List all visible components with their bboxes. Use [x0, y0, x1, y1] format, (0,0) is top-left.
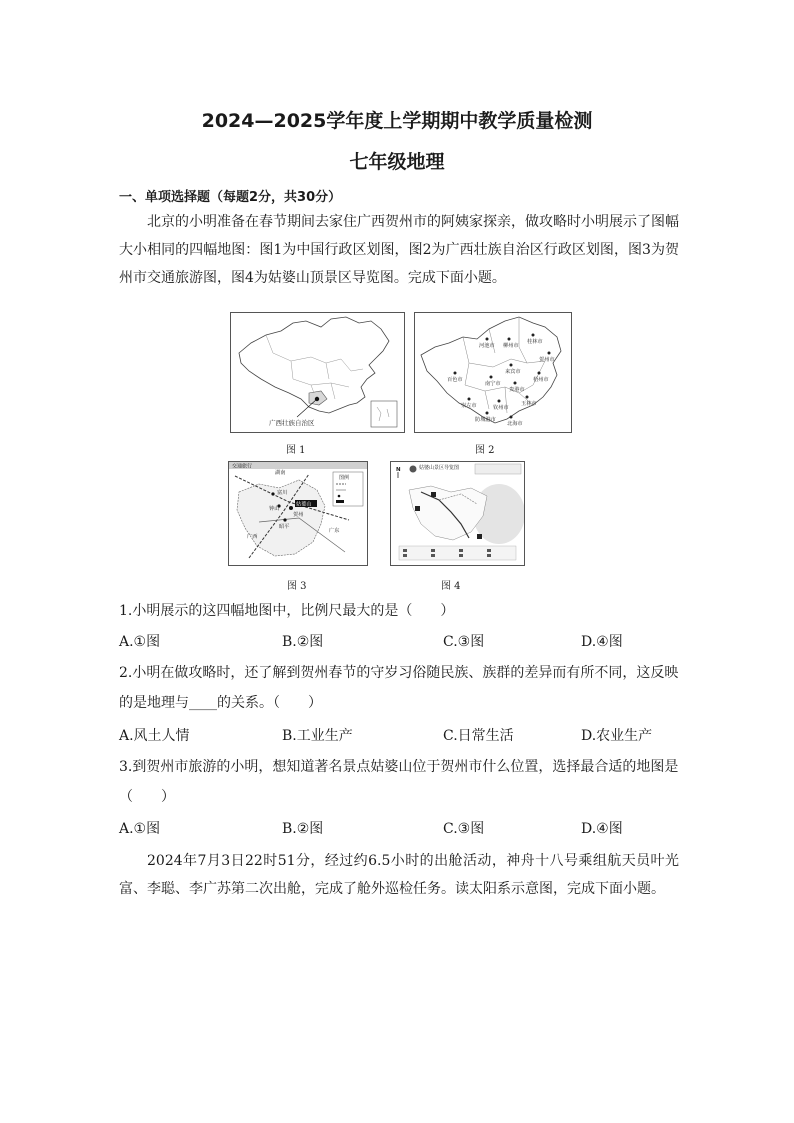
question-1-options: [119, 631, 679, 655]
option-d: D.④图: [581, 821, 623, 837]
figure-2-guangxi-map: [414, 312, 572, 433]
svg-text:河池市: 河池市: [479, 343, 495, 349]
passage-2: [119, 847, 679, 903]
svg-text:来宾市: 来宾市: [505, 369, 521, 375]
figure-4-gupo-scenic-map: [390, 461, 525, 566]
figure-1-caption: 图 1: [286, 445, 306, 456]
question-2-stem: 2.小明在做攻略时，还了解到贺州春节的守岁习俗随民族、族群的差异而有所不同，这反映的是地理与____的关系。（ ）: [119, 665, 679, 711]
svg-text:百色市: 百色市: [447, 377, 463, 383]
figure-3-caption: 图 3: [287, 581, 307, 592]
svg-text:图例: 图例: [339, 475, 350, 481]
fig4-title: 姑婆山景区导览图: [419, 465, 460, 471]
figure-3-hezhou-transport-map: [228, 461, 368, 566]
svg-text:湖南: 湖南: [275, 470, 286, 476]
question-3-stem: 3.到贺州市旅游的小明，想知道著名景点姑婆山位于贺州市什么位置，选择最合适的地图是（ ）: [119, 759, 679, 805]
svg-text:南宁市: 南宁市: [485, 381, 501, 387]
option-b: B.②图: [282, 634, 324, 650]
svg-text:钟山: 钟山: [269, 506, 280, 512]
section-heading: 一、单项选择题（每题2分，共30分）: [119, 190, 342, 205]
option-b: B.②图: [282, 821, 324, 837]
svg-text:昭平: 昭平: [279, 524, 290, 530]
question-2-options: [119, 725, 679, 749]
svg-text:富川: 富川: [277, 490, 288, 496]
svg-text:贺州: 贺州: [293, 512, 304, 518]
svg-text:柳州市: 柳州市: [503, 343, 519, 349]
svg-text:N: N: [396, 467, 401, 473]
passage-2-text: 2024年7月3日22时51分，经过约6.5小时的出舱活动，神舟十八号乘组航天员叶光富、李聪、李广苏第二次出舱，完成了舱外巡检任务。读太阳系示意图，完成下面小题。: [119, 853, 679, 897]
option-a: A.①图: [119, 821, 161, 837]
svg-text:北海市: 北海市: [507, 421, 523, 427]
exam-subtitle: 七年级地理: [349, 151, 445, 173]
svg-text:钦州市: 钦州市: [493, 405, 509, 411]
svg-text:姑婆山: 姑婆山: [296, 501, 312, 508]
option-a: A.风土人情: [119, 728, 190, 744]
option-b: B.工业生产: [282, 728, 353, 744]
svg-text:广西: 广西: [247, 534, 258, 540]
option-a: A.①图: [119, 634, 161, 650]
question-1-stem: 1.小明展示的这四幅地图中，比例尺最大的是（ ）: [119, 603, 455, 619]
option-d: D.农业生产: [581, 728, 653, 744]
intro-text: 北京的小明准备在春节期间去家住广西贺州市的阿姨家探亲，做攻略时小明展示了图幅大小相同的四幅地图：图1为中国行政区划图，图2为广西壮族自治区行政区划图，图3为贺州市交通旅游图，图4为姑婆山顶景区导览图。完成下面小题。: [119, 214, 679, 286]
svg-text:贵港市: 贵港市: [509, 387, 525, 393]
fig3-header: 交通旅行: [232, 463, 253, 470]
svg-text:贺州市: 贺州市: [539, 357, 555, 363]
option-d: D.④图: [581, 634, 623, 650]
svg-text:广东: 广东: [329, 528, 340, 534]
svg-text:玉林市: 玉林市: [521, 401, 537, 407]
svg-text:崇左市: 崇左市: [461, 403, 477, 409]
question-3-options: [119, 818, 679, 842]
intro-paragraph: [119, 208, 679, 292]
figure-2-caption: 图 2: [475, 445, 495, 456]
option-c: C.③图: [443, 634, 485, 650]
svg-text:梧州市: 梧州市: [533, 377, 549, 383]
option-c: C.日常生活: [443, 728, 514, 744]
svg-text:桂林市: 桂林市: [527, 339, 543, 345]
option-c: C.③图: [443, 821, 485, 837]
fig1-region-label: 广西壮族自治区: [269, 419, 315, 427]
figure-4-caption: 图 4: [441, 581, 461, 592]
exam-title: 2024—2025学年度上学期期中教学质量检测: [201, 110, 593, 132]
figure-1-china-map: [230, 312, 405, 433]
svg-text:防城港市: 防城港市: [475, 417, 496, 423]
